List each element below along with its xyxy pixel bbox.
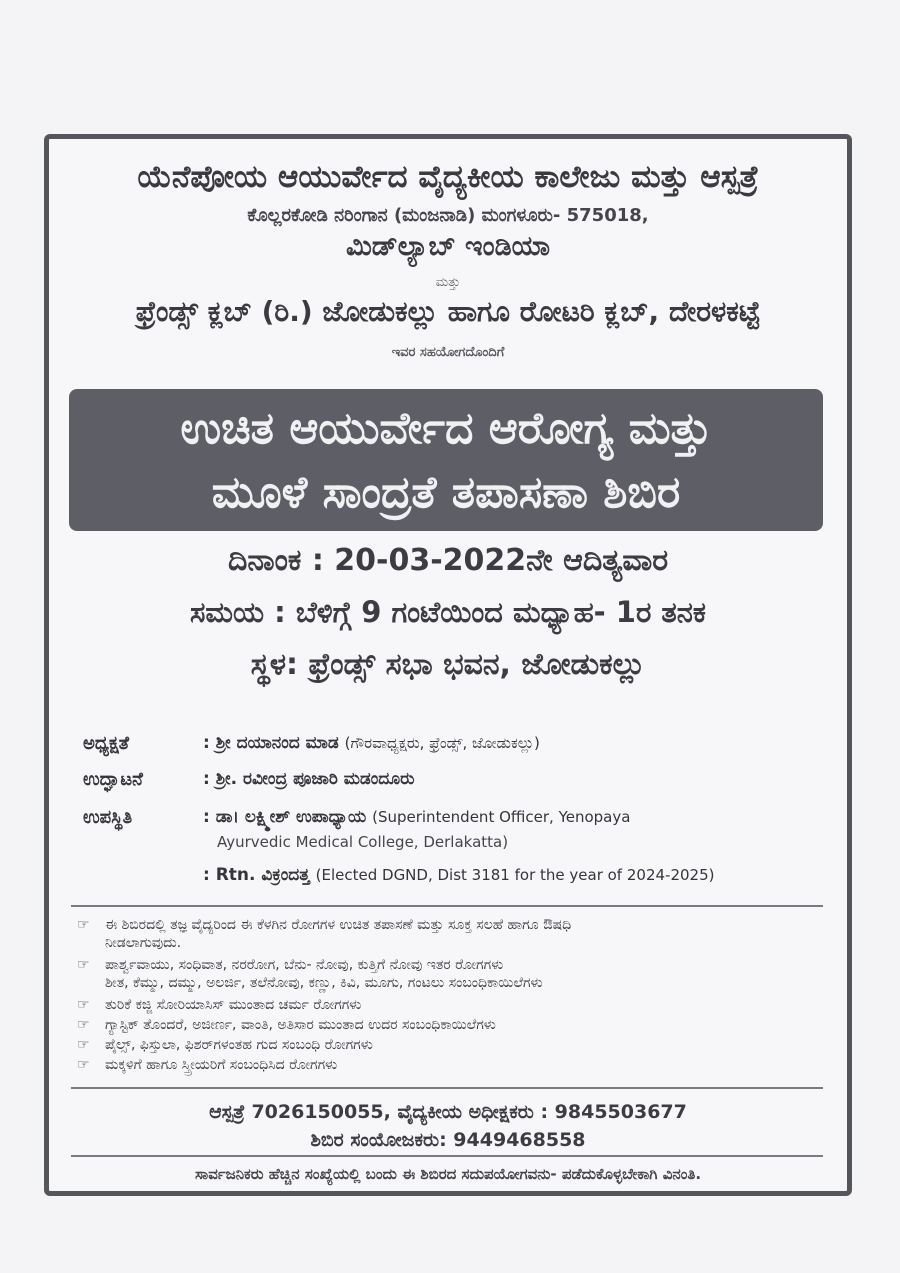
public-appeal: ಸಾರ್ವಜನಿಕರು ಹೆಚ್ಚಿನ ಸಂಖ್ಯೆಯಲ್ಲಿ ಬಂದು ಈ ಶಿಬಿರದ ಸದುಪಯೋಗವನು- ಪಡೆದುಕೊಳ್ಳಬೇಕಾಗಿ ವಿನಂತಿ. bbox=[194, 1165, 702, 1183]
conjunction-and: ಮತ್ತು bbox=[435, 275, 461, 290]
pointing-hand-icon: ☞ bbox=[77, 1037, 90, 1053]
pointing-hand-icon: ☞ bbox=[77, 997, 90, 1013]
pointing-hand-icon: ☞ bbox=[77, 917, 90, 933]
divider bbox=[71, 1087, 823, 1089]
event-time: ಸಮಯ : ಬೆಳಿಗ್ಗೆ 9 ಗಂಟೆಯಿಂದ ಮಧ್ಯಾಹ- 1ರ ತನಕ bbox=[190, 595, 706, 629]
divider bbox=[71, 905, 823, 907]
person-name: : ಶ್ರೀ ದಯಾನಂದ ಮಾಡ bbox=[203, 733, 339, 753]
camp-title-banner bbox=[69, 389, 823, 531]
person-note: (ಗೌರವಾಧ್ಯಕ್ಷರು, ಫ್ರೆಂಡ್ಸ್, ಜೋಡುಕಲ್ಲು) bbox=[344, 734, 540, 752]
event-venue: ಸ್ಥಳ: ಫ್ರೆಂಡ್ಸ್ ಸಭಾ ಭವನ, ಜೋಡುಕಲ್ಲು bbox=[250, 647, 646, 682]
person-role: ಉಪಸ್ಥಿತಿ bbox=[83, 807, 133, 828]
cooperation-note: ಇವರ ಸಹಯೋಗದೊಂದಿಗೆ bbox=[391, 345, 505, 360]
person-note-continued: Ayurvedic Medical College, Derlakatta) bbox=[217, 833, 509, 851]
person-role: ಉದ್ಘಾಟನೆ bbox=[83, 769, 143, 790]
contact-camp-coordinator: ಶಿಬಿರ ಸಂಯೋಜಕರು: 9449468558 bbox=[310, 1129, 586, 1151]
poster-frame: ಯೆನೆಪೋಯ ಆಯುರ್ವೇದ ವೈದ್ಯಕೀಯ ಕಾಲೇಜು ಮತ್ತು ಆಸ್ಪತ್ರೆ ಕೊಲ್ಲರಕೋಡಿ ನರಿಂಗಾನ (ಮಂಜನಾಡಿ) ಮಂಗಳೂರು- 575018, ಮಿಡ್‌ಲ್ಯಾಬ್ ಇಂಡಿಯಾ ಮತ್ತು ಫ್ರೆಂಡ್ಸ್ ಕ್ಲಬ್ (ರಿ.) ಜೋಡುಕಲ್ಲು ಹಾಗೂ ರೋಟರಿ ಕ್ಲಬ್, ದೇರಳಕಟ್ಟೆ ಇವರ ಸಹಯೋಗದೊಂದಿಗೆ ಉಚಿತ ಆಯುರ್ವೇದ ಆರೋಗ್ಯ ಮತ್ತು ಮೂಳೆ ಸಾಂದ್ರತೆ ತಪಾಸಣಾ ಶಿಬಿರ ದಿನಾಂಕ : 20-03-2022ನೇ ಆದಿತ್ಯವಾರ ಸಮಯ : ಬೆಳಿಗ್ಗೆ 9 ಗಂಟೆಯಿಂದ ಮಧ್ಯಾಹ- 1ರ ತನಕ ಸ್ಥಳ: ಫ್ರೆಂಡ್ಸ್ ಸಭಾ ಭವನ, ಜೋಡುಕಲ್ಲು ಅಧ್ಯಕ್ಷತೆ : ಶ್ರೀ ದಯಾನಂದ ಮಾಡ (ಗೌರವಾಧ್ಯಕ್ಷರು, ಫ್ರೆಂಡ್ಸ್, ಜೋಡುಕಲ್ಲು) ಉದ್ಘಾಟನೆ : ಶ್ರೀ. ರವೀಂದ್ರ ಪೂಜಾರಿ ಮಡಂದೂರು ಉಪಸ್ಥಿತಿ : ಡಾ। ಲಕ್ಷ್ಮೀಶ್ ಉಪಾಧ್ಯಾಯ (Superintendent Officer, Yenopaya Ayurvedic Medical College, Derlakatta) : Rtn. ವಿಕ್ರಂದತ್ತ (Elected DGND, Dist 3181 for the year of 2024-2025) ☞ ಈ ಶಿಬಿರದಲ್ಲಿ ತಜ್ಞ ವೈದ್ಯರಿಂದ ಈ ಕೆಳಗಿನ ರೋಗಗಳ ಉಚಿತ ತಪಾಸಣೆ ಮತ್ತು ಸೂಕ್ತ ಸಲಹೆ ಹಾಗೂ ಔಷಧಿ ನೀಡಲಾಗುವುದು. ☞ ಪಾರ್ಶ್ವವಾಯು, ಸಂಧಿವಾತ, ನರರೋಗ, ಬೆನು- ನೋವು, ಕುತ್ತಿಗೆ ನೋವು ಇತರ ರೋಗಗಳು ಶೀತ, ಕೆಮ್ಮು, ದಮ್ಮು, ಅಲರ್ಜಿ, ತಲೆನೋವು, ಕಣ್ಣು, ಕಿವಿ, ಮೂಗು, ಗಂಟಲು ಸಂಬಂಧಿಕಾಯಿಲೆಗಳು ☞ ತುರಿಕೆ ಕಜ್ಜಿ ಸೋರಿಯಾಸಿಸ್ ಮುಂತಾದ ಚರ್ಮ ರೋಗಗಳು ☞ ಗ್ಯಾಸ್ಟಿಕ್ ತೊಂದರೆ, ಅಜೀರ್ಣ, ವಾಂತಿ, ಅತಿಸಾರ ಮುಂತಾದ ಉದರ ಸಂಬಂಧಿಕಾಯಿಲೆಗಳು ☞ ಪೈಲ್ಸ್, ಫಿಸ್ತುಲಾ, ಫಿಶರ್‌ಗಳಂತಹ ಗುದ ಸಂಬಂಧಿ ರೋಗಗಳು ☞ ಮಕ್ಕಳಿಗೆ ಹಾಗೂ ಸ್ತ್ರೀಯರಿಗೆ ಸಂಬಂಧಿಸಿದ ರೋಗಗಳು ಆಸ್ಪತ್ರೆ 7026150055, ವೈದ್ಯಕೀಯ ಅಧೀಕ್ಷಕರು : 9845503677 ಶಿಬಿರ ಸಂಯೋಜಕರು: 9449468558 ಸಾರ್ವಜನಿಕರು ಹೆಚ್ಚಿನ ಸಂಖ್ಯೆಯಲ್ಲಿ ಬಂದು ಈ ಶಿಬಿರದ ಸದುಪಯೋಗವನು- ಪಡೆದುಕೊಳ್ಳಬೇಕಾಗಿ ವಿನಂತಿ. bbox=[44, 134, 852, 1196]
camp-title-line1: ಉಚಿತ ಆಯುರ್ವೇದ ಆರೋಗ್ಯ ಮತ್ತು bbox=[180, 403, 712, 454]
organizer-college: ಯೆನೆಪೋಯ ಆಯುರ್ವೇದ ವೈದ್ಯಕೀಯ ಕಾಲೇಜು ಮತ್ತು ಆಸ್ಪತ್ರೆ bbox=[137, 159, 759, 195]
person-role: ಅಧ್ಯಕ್ಷತೆ bbox=[83, 733, 129, 754]
event-date: ದಿನಾಂಕ : 20-03-2022ನೇ ಆದಿತ್ಯವಾರ bbox=[227, 543, 669, 578]
person-note: (Superintendent Officer, Yenopaya bbox=[372, 808, 631, 826]
pointing-hand-icon: ☞ bbox=[77, 957, 90, 973]
person-name: : Rtn. ವಿಕ್ರಂದತ್ತ bbox=[203, 865, 310, 885]
organizer-midlab: ಮಿಡ್‌ಲ್ಯಾಬ್ ಇಂಡಿಯಾ bbox=[345, 231, 551, 262]
organizer-address: ಕೊಲ್ಲರಕೋಡಿ ನರಿಂಗಾನ (ಮಂಜನಾಡಿ) ಮಂಗಳೂರು- 575018, bbox=[247, 205, 649, 226]
person-name: : ಶ್ರೀ. ರವೀಂದ್ರ ಪೂಜಾರಿ ಮಡಂದೂರು bbox=[203, 769, 415, 789]
pointing-hand-icon: ☞ bbox=[77, 1017, 90, 1033]
organizer-clubs: ಫ್ರೆಂಡ್ಸ್ ಕ್ಲಬ್ (ರಿ.) ಜೋಡುಕಲ್ಲು ಹಾಗೂ ರೋಟರಿ ಕ್ಲಬ್, ದೇರಳಕಟ್ಟೆ bbox=[135, 295, 761, 328]
contact-hospital-superintendent: ಆಸ್ಪತ್ರೆ 7026150055, ವೈದ್ಯಕೀಯ ಅಧೀಕ್ಷಕರು : 9845503677 bbox=[209, 1101, 687, 1123]
pointing-hand-icon: ☞ bbox=[77, 1057, 90, 1073]
person-note: (Elected DGND, Dist 3181 for the year of 2024-2025) bbox=[315, 866, 715, 884]
person-name: : ಡಾ। ಲಕ್ಷ್ಮೀಶ್ ಉಪಾಧ್ಯಾಯ bbox=[203, 807, 367, 827]
camp-title-line2: ಮೂಳೆ ಸಾಂದ್ರತೆ ತಪಾಸಣಾ ಶಿಬಿರ bbox=[211, 467, 681, 518]
divider bbox=[71, 1155, 823, 1157]
